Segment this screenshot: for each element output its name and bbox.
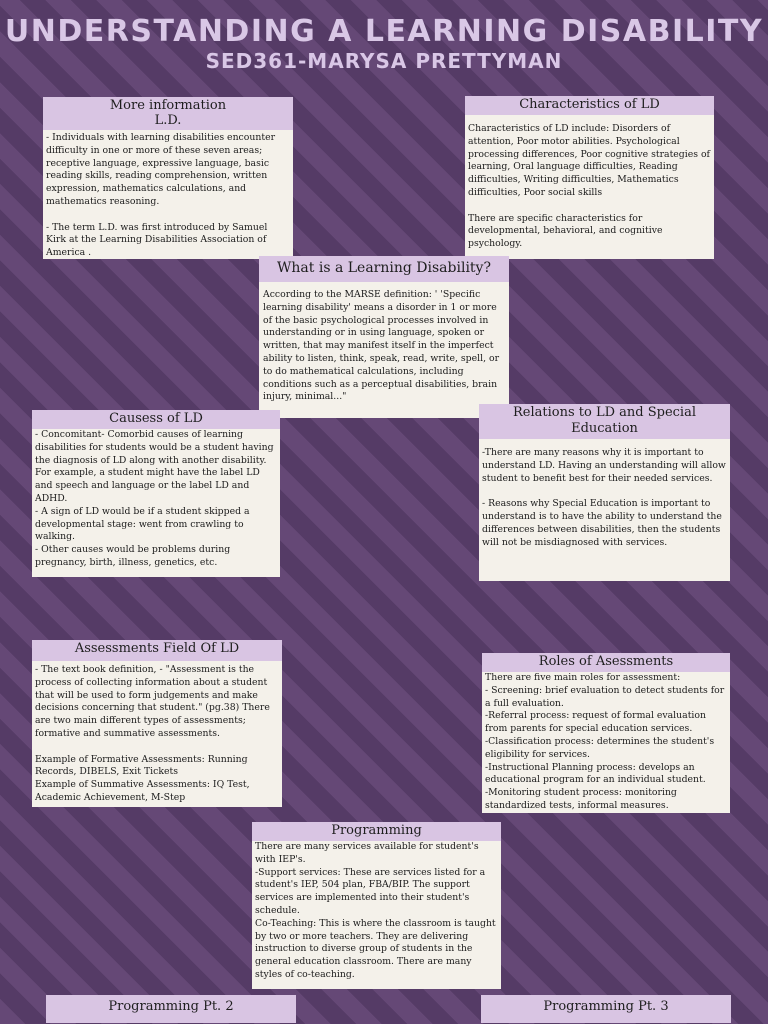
programming-body: There are many services available for student's with IEP's. -Support services: These are services listed for a student's IEP, 504 plan, FBA/BIP. The support services are implemented into their student's schedule. Co-Teaching: This is where the classroom is taught by two or more teachers. They are delivering instruction to diverse group of students in the general education classroom. There are many styles of co-teaching. xyxy=(252,841,501,989)
programming-pt2-heading: Programming Pt. 2 xyxy=(46,995,296,1023)
more-info-heading: More information L.D. xyxy=(43,97,293,130)
relations-heading: Relations to LD and Special Education xyxy=(479,404,730,439)
roles-heading: Roles of Asessments xyxy=(482,653,730,672)
assessments-heading: Assessments Field Of LD xyxy=(32,640,282,661)
characteristics-body: Characteristics of LD include: Disorders of attention, Poor motor abilities. Psychological processing differences, Poor cognitive strategies of learning, Oral language difficulties, Reading difficulties, Writing difficulties, Mathematics difficulties, Poor social skills There are specific characteristics for developmental, behavioral, and cognitive psychology. xyxy=(465,115,714,259)
what-is-ld-body: According to the MARSE definition: ' 'Specific learning disability' means a disorder in 1 or more of the basic psychological processes involved in understanding or in using language, spoken or written, that may manifest itself in the imperfect ability to listen, think, speak, read, write, spell, or to do mathematical calculations, including conditions such as a perceptual disabilities, brain injury, minimal..." xyxy=(259,282,509,418)
what-is-ld-heading: What is a Learning Disability? xyxy=(259,256,509,282)
programming-card xyxy=(252,822,501,989)
page-subtitle: SED361-MARYSA PRETTYMAN xyxy=(205,49,563,73)
programming-pt2-card xyxy=(46,995,296,1023)
more-info-body: - Individuals with learning disabilities encounter difficulty in one or more of these seven areas; receptive language, expressive language, basic reading skills, reading comprehension, written expression, mathematics calculations, and mathematics reasoning. - The term L.D. was first introduced by Samuel Kirk at the Learning Disabilities Association of America . xyxy=(43,130,293,259)
programming-pt3-card xyxy=(481,995,731,1023)
assessments-body: - The text book definition, - "Assessment is the process of collecting information about a student that will be used to form judgements and make decisions concerning that student." (pg.38) There are two main different types of assessments; formative and summative assessments. Example of Formative Assessments: Running Records, DIBELS, Exit Tickets Example of Summative Assessments: IQ Test, Academic Achievement, M-Step xyxy=(32,661,282,807)
characteristics-card xyxy=(465,96,714,259)
what-is-ld-card xyxy=(259,256,509,418)
roles-body: There are five main roles for assessment: - Screening: brief evaluation to detect students for a full evaluation. -Referral process: request of formal evaluation from parents for special education services. -Classification process: determines the student's eligibility for services. -Instructional Planning process: develops an educational program for an individual student. -Monitoring student process: monitoring standardized tests, informal measures. xyxy=(482,672,730,813)
relations-card xyxy=(479,404,730,581)
more-info-card xyxy=(43,97,293,259)
roles-card xyxy=(482,653,730,813)
causes-body: - Concomitant- Comorbid causes of learning disabilities for students would be a student having the diagnosis of LD along with another disability. For example, a student might have the label LD and speech and language or the label LD and ADHD. - A sign of LD would be if a student skipped a developmental stage: went from crawling to walking. - Other causes would be problems during pregnancy, birth, illness, genetics, etc. xyxy=(32,429,280,577)
relations-body: -There are many reasons why it is important to understand LD. Having an understanding will allow student to benefit best for their needed services. - Reasons why Special Education is important to understand is to have the ability to understand the differences between disabilities, then the students will not be misdiagnosed with services. xyxy=(479,439,730,581)
characteristics-heading: Characteristics of LD xyxy=(465,96,714,115)
page-title: UNDERSTANDING A LEARNING DISABILITY xyxy=(4,14,764,49)
programming-heading: Programming xyxy=(252,822,501,841)
assessments-card xyxy=(32,640,282,807)
causes-card xyxy=(32,410,280,577)
programming-pt3-heading: Programming Pt. 3 xyxy=(481,995,731,1023)
causes-heading: Causess of LD xyxy=(32,410,280,429)
